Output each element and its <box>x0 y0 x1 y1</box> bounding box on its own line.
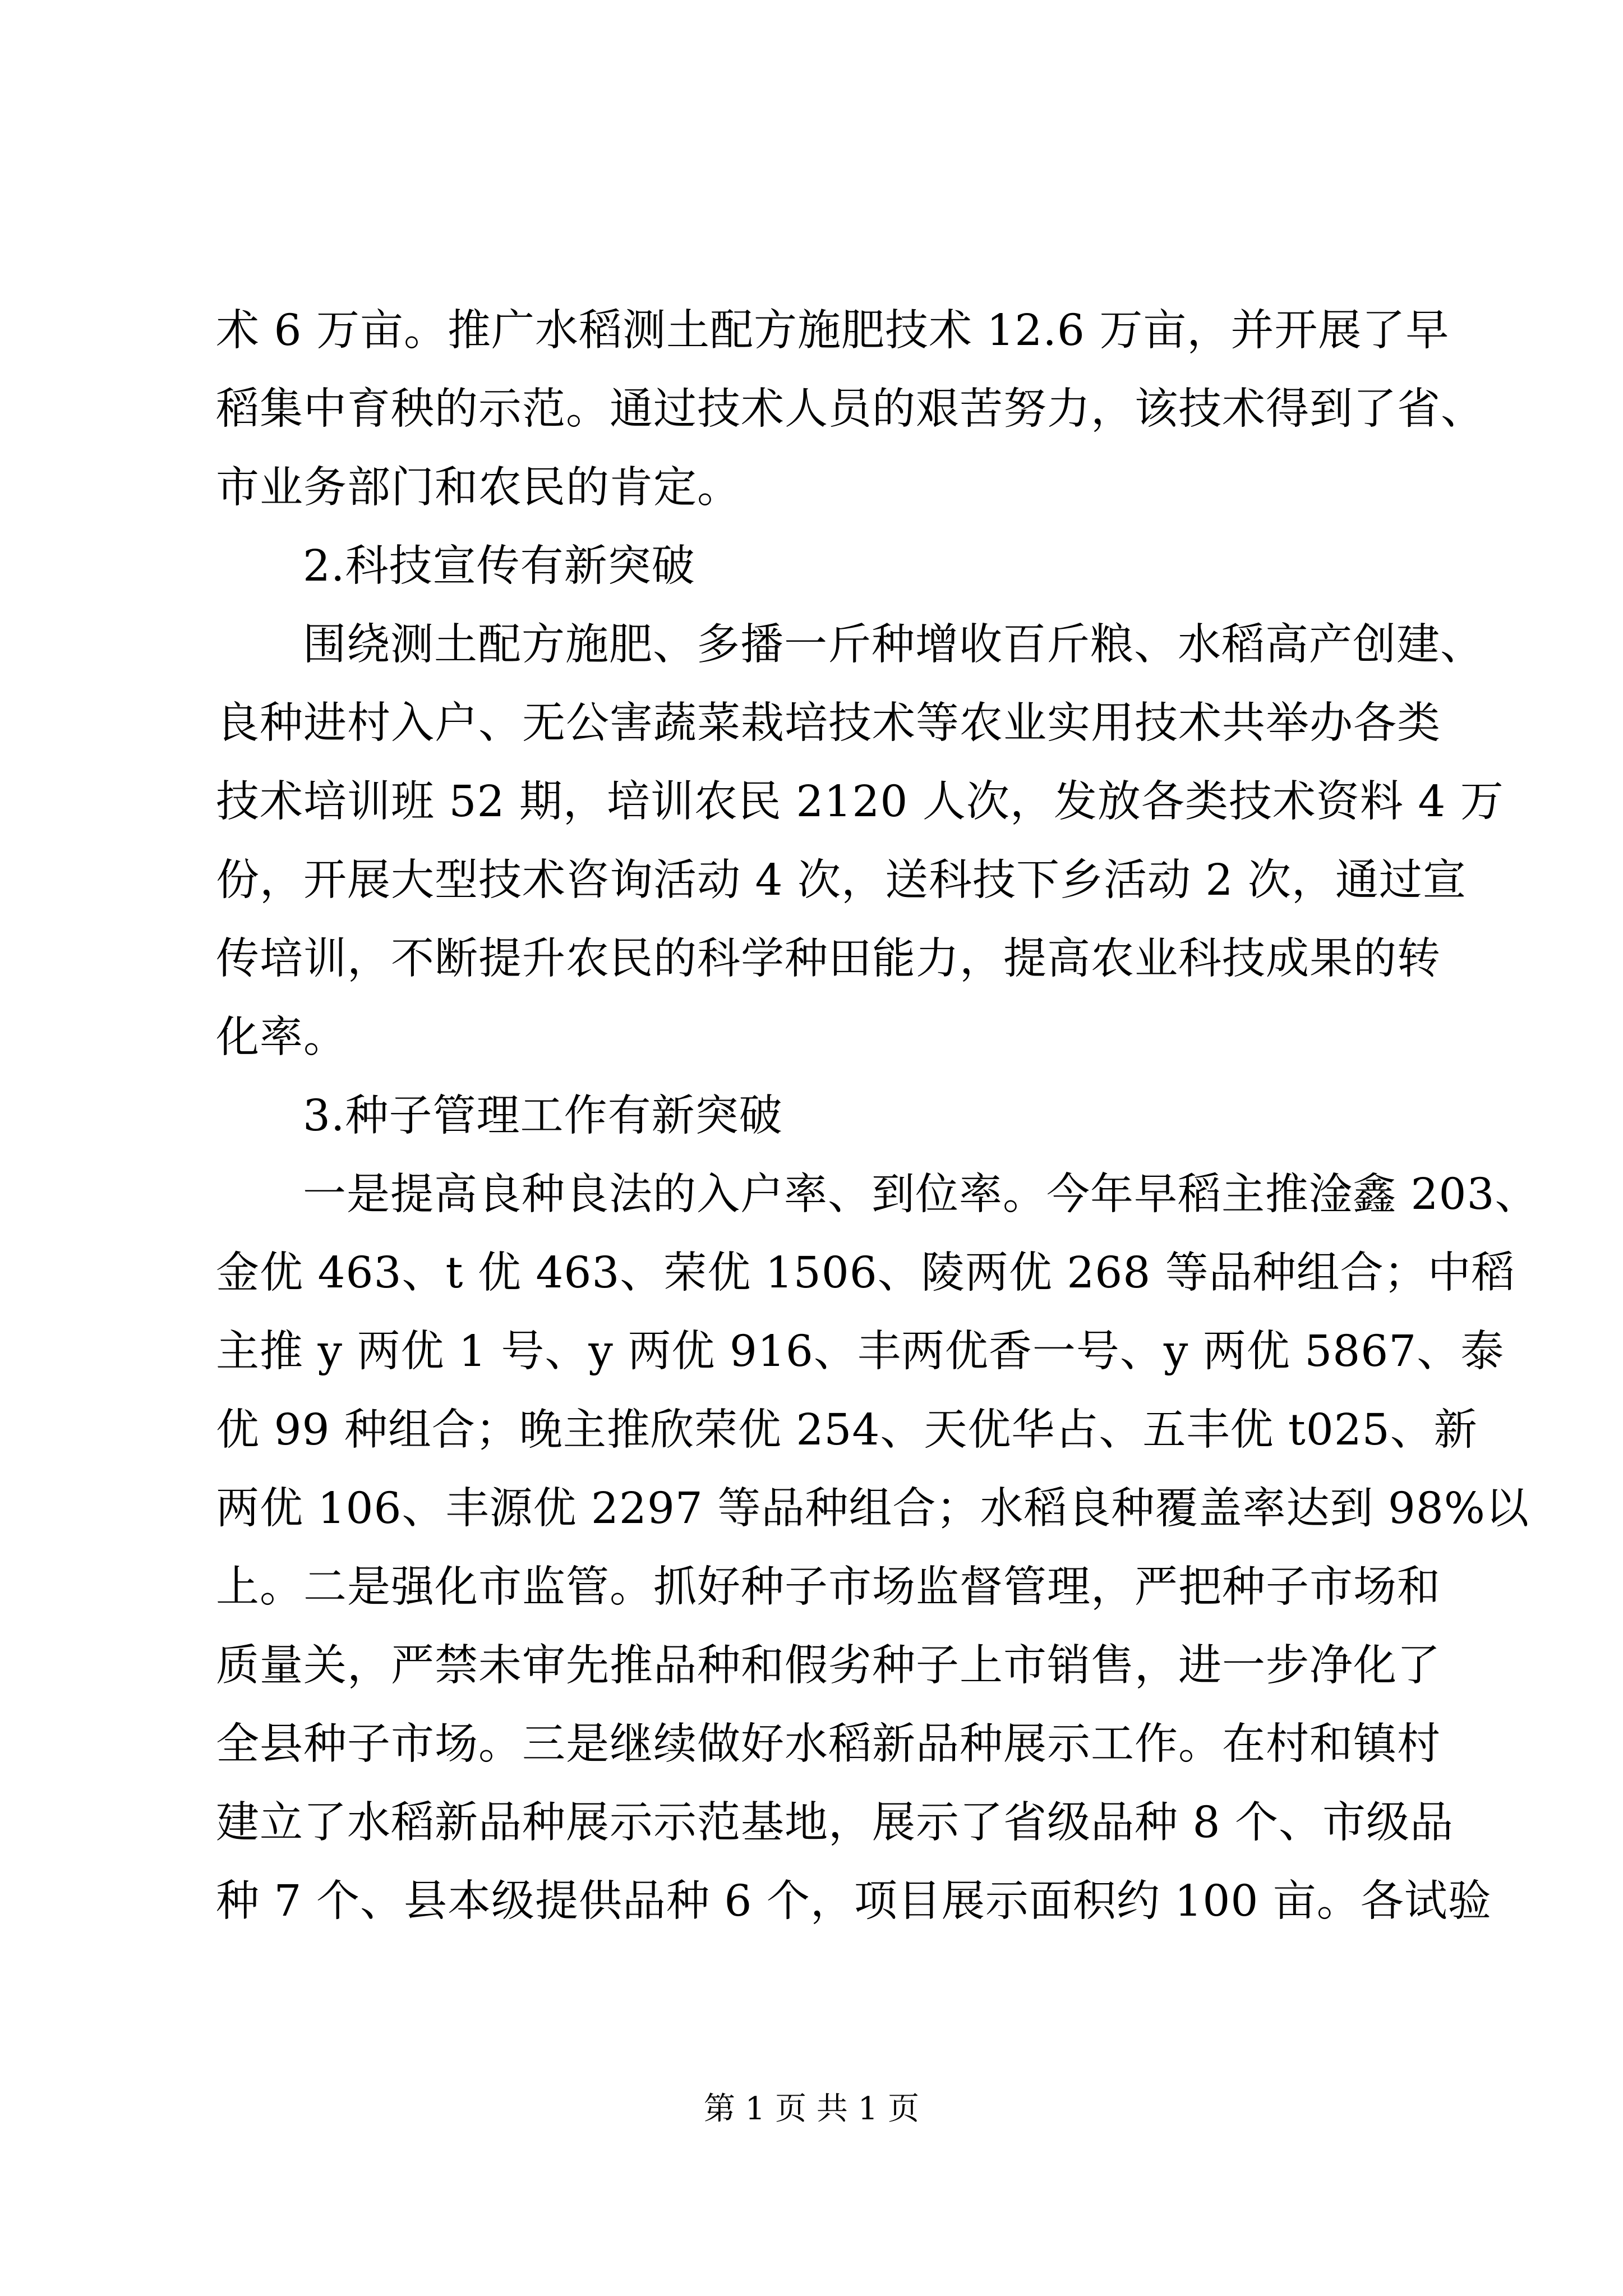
body-line-20: 建立了水稻新品种展示示范基地，展示了省级品种 8 个、市级品 <box>216 1798 1454 1848</box>
body-line-18: 质量关，严禁未审先推品种和假劣种子上市销售，进一步净化了 <box>216 1641 1441 1691</box>
body-line-21: 种 7 个、县本级提供品种 6 个，项目展示面积约 100 亩。各试验 <box>216 1876 1492 1926</box>
body-line-10: 化率。 <box>216 1013 347 1062</box>
body-line-3: 市业务部门和农民的肯定。 <box>216 463 741 513</box>
body-line-9: 传培训，不断提升农民的科学种田能力，提高农业科技成果的转 <box>216 934 1441 984</box>
section-heading-3: 3.种子管理工作有新突破 <box>303 1091 783 1141</box>
body-line-16: 两优 106、丰源优 2297 等品种组合；水稻良种覆盖率达到 98%以 <box>216 1484 1529 1534</box>
body-line-8: 份，开展大型技术咨询活动 4 次，送科技下乡活动 2 次，通过宣 <box>216 855 1467 905</box>
body-line-19: 全县种子市场。三是继续做好水稻新品种展示工作。在村和镇村 <box>216 1719 1441 1769</box>
body-line-7: 技术培训班 52 期，培训农民 2120 人次，发放各类技术资料 4 万 <box>216 777 1504 827</box>
page-footer: 第 1 页 共 1 页 <box>703 2091 920 2127</box>
body-line-12: 一是提高良种良法的入户率、到位率。今年早稻主推淦鑫 203、 <box>303 1170 1539 1220</box>
body-line-1: 术 6 万亩。推广水稻测土配方施肥技术 12.6 万亩，并开展了早 <box>216 306 1450 356</box>
body-line-6: 良种进村入户、无公害蔬菜栽培技术等农业实用技术共举办各类 <box>216 698 1441 748</box>
body-line-5: 围绕测土配方施肥、多播一斤种增收百斤粮、水稻高产创建、 <box>303 620 1484 670</box>
body-line-13: 金优 463、t 优 463、荣优 1506、陵两优 268 等品种组合；中稻 <box>216 1248 1515 1298</box>
body-line-14: 主推 y 两优 1 号、y 两优 916、丰两优香一号、y 两优 5867、泰 <box>216 1327 1505 1377</box>
body-line-17: 上。二是强化市监管。抓好种子市场监督管理，严把种子市场和 <box>216 1562 1441 1612</box>
body-line-2: 稻集中育秧的示范。通过技术人员的艰苦努力，该技术得到了省、 <box>216 384 1484 434</box>
body-line-15: 优 99 种组合；晚主推欣荣优 254、天优华占、五丰优 t025、新 <box>216 1405 1478 1455</box>
section-heading-2: 2.科技宣传有新突破 <box>303 541 695 591</box>
